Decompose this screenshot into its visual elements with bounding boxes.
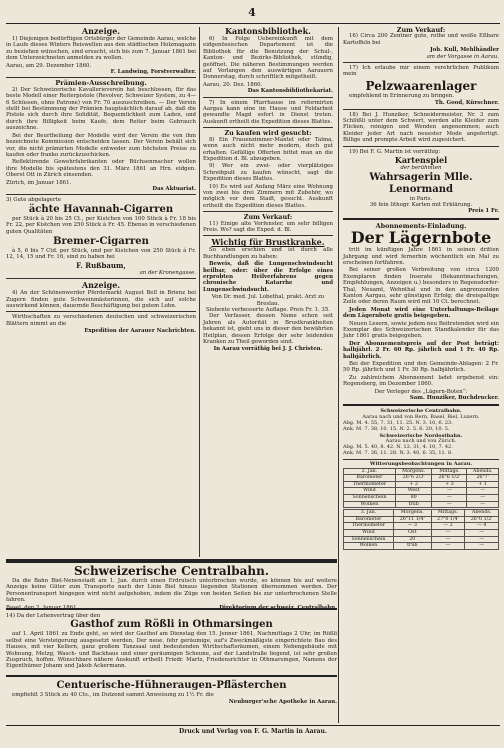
pflaester-block bbox=[6, 675, 337, 723]
weather-1-cell: Wolken bbox=[344, 501, 396, 508]
centralbahn-signature: Direktorium der schweiz. Centralbahn. bbox=[219, 604, 337, 611]
weather-2-cell: — 4 bbox=[465, 523, 499, 530]
divider bbox=[343, 459, 499, 460]
divider bbox=[6, 278, 196, 279]
bote-text-1: tritt im künftigen Jahre 1861 in seinen dritten Jahrgang und wird fernerhin wöchentlich ein Mal zu erscheinen fortfahren. bbox=[343, 247, 499, 266]
weather-1-cell: 80 bbox=[395, 495, 432, 502]
karten-place: in Paris. bbox=[409, 195, 433, 202]
weather-2-cell: — bbox=[431, 543, 465, 550]
schneider-text: 18) Bei J. Hunziker, Schneidermeister, Nr. 3 zum Schlößli unter dem Schwert, werden alte Kleider zum Flicken, reinigen und Wenden angenommen; auch Kleider jeder Art nach neuester Mode angefertigt. Billige und prompte Arbeit wird zugesichert. bbox=[343, 111, 499, 144]
roessli-heading: Gasthof zum Rößli in Othmarsingen bbox=[70, 619, 273, 631]
weather-2-cell: Barometer bbox=[344, 516, 394, 523]
anzeige-date: Aarau, am 29. Dezember 1860. bbox=[6, 62, 92, 69]
praemien-text-2: Bei der Beurtheilung der Modelle wird der Verein die von ihm bezeichnete Kommission entscheiden lassen. Der Verein behält sich vor, die nicht prämirten Modelle entweder zum höchsten Preise zu kaufen oder franko zurückzuschicken. bbox=[6, 132, 196, 158]
divider bbox=[6, 675, 337, 677]
weather-1-cell: 26"6 1/2' bbox=[432, 475, 467, 482]
cigar-heading: ächte Havannah-Cigarren bbox=[28, 203, 174, 215]
schedule-centralbahn-departures: Abg. M. 4. 55, 7. 31, 11. 25. N. 3. 10, 6. 23. bbox=[343, 420, 453, 427]
roessli-text: auf 1. April 1861 zu Ende geht, so wird der Gasthof am Dienstag den 15. Jenner 1861, Nachmittags 2 Uhr, im Rößli selbst eine Versteigerung ausgesetzt werden. Der neue, fehr geräumige, auf's Zweckmäßigste eingerichtete Bau des Hauses, mit vier Kellern, ganz großem Tanzsaal und bedeutenden Wirthschaftsräumen, einem Nebengebäude mit Wohnung, Metzg, Wasch- und Backhaus und einer geräumigen Scheune, auf der Landstraße liegend, ist sehr großen Zuspruch, hoffen. Wünschbare nähere Auskunft ertheilt Friedr. Martz, Friedensrichter in Othmarsingen, Namens der Eigenthümer Johann und Jakob Ackermann. bbox=[6, 631, 337, 670]
weather-2-cell: trüb bbox=[393, 543, 431, 550]
schedule-nordostbahn-arrivals: Ank. M. 7. 36, 11. 28. N. 3. 40, 6. 35, 11. 8. bbox=[343, 450, 453, 457]
column-rule bbox=[338, 27, 339, 723]
weather-2-row bbox=[344, 516, 499, 523]
divider bbox=[343, 146, 499, 147]
weather-1-header-cell: 2. Jan. bbox=[344, 468, 396, 475]
divider bbox=[6, 311, 196, 312]
weather-2-header-cell: Abends. bbox=[465, 510, 499, 517]
kb-date: Aarau, 20. Dez. 1860. bbox=[203, 81, 263, 88]
bote-text-4: Neuen Lesern, sowie jedem neu Beitretenden wird ein Exemplar des Schweizerischen Standkalender für das Jahr 1861 gratis beigegeben. bbox=[343, 320, 499, 340]
weather-1-row bbox=[344, 481, 499, 488]
weather-2-cell: 20 bbox=[393, 536, 431, 543]
notice-signature: Expedition der Aarauer Nachrichten. bbox=[84, 328, 196, 335]
weather-1-header-cell: Abends. bbox=[467, 468, 499, 475]
schedule-nordostbahn-heading: Schweizerische Nordostbahn. bbox=[379, 432, 463, 439]
pflaester-signature: Neuburger'sche Apotheke in Aarau. bbox=[228, 699, 337, 706]
anzeige-text: 1) Diejenigen bedürftigen Ortsbürger der Gemeinde Aarau, welche in Laufe dieses Winters Reiswellen aus den städtischen Holzmagazin zu beziehen wünschen, sind ersucht, sich bis zum 7. Januar 1861 bei dem Unterzeichneten anmelden zu wollen. bbox=[6, 36, 196, 62]
mantel-text: 8) Ein Frauenzimmer-Mantel oder Talma, wenn auch nicht mehr modern, doch gut erhalten. Gefällige Offerten bittet man an die Expedition d. Bl. abzugeben. bbox=[203, 136, 333, 162]
weather-2-cell: 26"0 1/2' bbox=[465, 516, 499, 523]
centralbahn-date: Basel, den 2. Januar 1861. bbox=[6, 604, 79, 611]
anzeige2-text: 4) An der Schönenwerder Pferdemarkt August Bell in Brienz bei Zugern finden gute Schweinmästerinnen, die sich auf solche auswirkend können, dauernde Beschäftigung bei gutem Lohn. bbox=[6, 290, 196, 309]
bote-text-5: Bei der Expedition und den Gemeinde-Ablagen: 2 Fr. 50 Rp. jährlich und 1 Fr. 30 Rp. halbjährlich. bbox=[343, 361, 499, 374]
bote-price: Der Abonnementspreis auf der Post beträgt: halbjährl. 2 Fr. 60 Rp. jährlich und 1 Fr. 40 Rp. halbjährlich. bbox=[343, 340, 499, 360]
karten-intro: 19) Bei F. G. Martin ist vorräthig: bbox=[349, 148, 441, 155]
kartoffeln-seller: Joh. Kull, Mehlhändler bbox=[430, 47, 499, 54]
brust-text: Der Verfasser, dessen Name schon seit Jahren als Autorität in Brustkrankheiten bekannt ist, giebt uns in dieser den bewährten Heilplan, dessen Erfolge der sehr leidenden Kranken zu Theil geworden sind. bbox=[203, 313, 333, 346]
anzeige2-heading: Anzeige. bbox=[81, 280, 121, 291]
schedule-centralbahn-heading: Schweizerische Centralbahn. bbox=[380, 408, 462, 415]
bremer-seller: F. Rußbaum, bbox=[76, 260, 126, 270]
weather-1-cell: + 3 bbox=[432, 481, 467, 488]
kb-signature: Das Kantonsbibliothekariat. bbox=[247, 88, 333, 95]
kartenspiel-heading: Kartenspiel bbox=[394, 155, 448, 166]
divider bbox=[343, 404, 499, 406]
karten-desc: 36 fein lithogr. Karten mit Erklärung. bbox=[369, 201, 473, 208]
weather-1-cell: + 2 bbox=[395, 481, 432, 488]
divider bbox=[6, 608, 337, 610]
weather-1-cell: 26"7' bbox=[467, 475, 499, 482]
divider bbox=[343, 109, 499, 110]
weather-1-cell: Thermometer bbox=[344, 481, 396, 488]
weather-2-cell: — 2 bbox=[431, 523, 465, 530]
weather-1-cell: — bbox=[432, 495, 467, 502]
weather-2-cell: Ost bbox=[393, 529, 431, 536]
zum-verkauf-heading: Zum Verkauf: bbox=[243, 213, 293, 222]
column-2 bbox=[203, 26, 333, 353]
weather-1-header-cell: Morgens. bbox=[395, 468, 432, 475]
centralbahn-heading: Schweizerische Centralbahn. bbox=[73, 564, 270, 578]
divider bbox=[6, 77, 196, 78]
cigar-text: per Stück à 20 bis 25 Ct., per Kistchen von 100 Stück à Fr. 18 bis Fr. 22, per Kistchen von 250 Stück à Fr. 45. Ebenso in verschiedenen guten Qualitäten bbox=[6, 215, 196, 235]
weather-2-cell: 27"0 1/4' bbox=[431, 516, 465, 523]
bote-text-2: Bei seiner großen Verbreitung von circa 1200 Exemplaren finden Inserate (Bekanntmachungen, Empfehlungen, Anzeigen u.) besonders in Regensdorfer-Thal, Neuamt, Wehnthal und in den angrenzenden Kanton Aargau, sehr günstigen Erfolg; die dreispaltige Zeile oder deren Raum wird mit 10 Ct. berechnet. bbox=[343, 267, 499, 306]
weather-1-cell: Barometer bbox=[344, 475, 396, 482]
kartoffeln-text: 16) Circa 200 Zentner gute, rothe und weiße Eßbare Kartoffeln bei bbox=[343, 33, 499, 46]
weather-2-header-cell: 3. Jan. bbox=[344, 510, 394, 517]
divider bbox=[203, 97, 333, 98]
lenormand-heading: Wahrsagerin Mlle. Lenormand bbox=[369, 171, 473, 195]
pelz-intro: 17) Ich erlaube mir einem verehrlichen Publikum mein bbox=[343, 65, 499, 78]
weather-2-cell: — bbox=[465, 529, 499, 536]
pflaester-text: empfiehlt 3 Stück zu 40 Cts., im Dutzend sammt Anweisung zu 1½ Fr. die bbox=[12, 692, 214, 698]
brust-intro: So eben erschien und ist durch alle Buchhandlungen zu haben: bbox=[203, 247, 333, 260]
weather-table-1 bbox=[343, 468, 499, 509]
karten-price: Preis 1 Fr. bbox=[468, 208, 499, 215]
praemien-signature: Das Aktuariat. bbox=[152, 185, 196, 192]
weather-2-cell: Wolken bbox=[344, 543, 394, 550]
weather-1-cell: 26"6 2/3' bbox=[395, 475, 432, 482]
weather-2-row bbox=[344, 523, 499, 530]
brust-author: Von Dr. med. Jul. Lobethal, prakt. Arzt zu Breslau. bbox=[211, 294, 325, 307]
footer-imprint: Druck und Verlag von F. G. Martin in Aarau. bbox=[179, 728, 327, 735]
weather-table-2 bbox=[343, 509, 499, 550]
roessli-intro: 14) Da der Lehenvertrag über den bbox=[6, 613, 101, 619]
schreibpult-text: 9) Wer ein zwei- oder vierplätziges Schreibpult zu kaufen wünscht, sagt die Expedition dieses Blattes. bbox=[203, 163, 333, 183]
footer-rule bbox=[6, 725, 500, 726]
weather-2-cell: 26"11 1/4' bbox=[393, 516, 431, 523]
magd-text: 7) In einem Pfarrhause im reformirten Aargau kann eine im Hause und Feldarbeit gewandte Magd sofort in Dienst treten. Auskunft ertheilt die Expedition dieses Blattes. bbox=[203, 99, 333, 125]
bremer-place: an der Kronengasse. bbox=[139, 269, 196, 276]
praemien-date: Zürich, im Januar 1861. bbox=[6, 179, 72, 186]
praemien-text-3: Reflektirende Gewehrfabrikanten oder Büchsenmacher wollen ihre Modelle bis spätestens den 31. März 1861 an Hrn. eidgen. Oberst Ott in Zürich einsenden. bbox=[6, 159, 196, 179]
brustkranke-heading: Wichtig für Brustkranke. bbox=[211, 237, 325, 248]
abo-heading: Abonnements-Einladung. bbox=[375, 221, 467, 230]
bote-signature: Sam. Hunziker, Buchdrucker. bbox=[409, 395, 499, 402]
page-number: 4 bbox=[248, 6, 256, 19]
weather-2-cell: — bbox=[431, 529, 465, 536]
weather-2-cell: Wind bbox=[344, 529, 394, 536]
weather-1-cell: Sonnenschein bbox=[344, 495, 396, 502]
zu-kaufen-heading: Zu kaufen wird gesucht: bbox=[224, 129, 312, 138]
weather-2-cell: — bbox=[465, 536, 499, 543]
weather-1-cell: West bbox=[395, 488, 432, 495]
weather-1-cell: Wind bbox=[344, 488, 396, 495]
karten-sub: der berühmten bbox=[400, 165, 442, 172]
weather-1-cell: — bbox=[432, 501, 467, 508]
brust-signature: In Aarau vorräthig bei J. J. Christen. bbox=[213, 346, 323, 353]
column-1 bbox=[6, 27, 196, 559]
divider bbox=[343, 62, 499, 63]
anzeige-heading: Anzeige. bbox=[81, 26, 121, 36]
weather-2-cell: Sonnenschein bbox=[344, 536, 394, 543]
anzeige-signature: F. Landwing, Forstverwalter. bbox=[110, 69, 196, 76]
weather-2-row bbox=[344, 529, 499, 536]
divider bbox=[6, 194, 196, 195]
weather-1-row bbox=[344, 495, 499, 502]
notice-text: Wirthschaften zu verschiedenen deutschen und schweizerischen Blättern nimmt an die bbox=[6, 314, 196, 327]
praemien-heading: Prämien-Ausschreibung. bbox=[55, 79, 147, 88]
weather-2-header-cell: Morgens. bbox=[393, 510, 431, 517]
divider bbox=[6, 559, 337, 561]
verkauf-heading-right: Zum Verkauf: bbox=[396, 26, 446, 34]
divider bbox=[203, 211, 333, 212]
weather-1-header-cell: Mittags. bbox=[432, 468, 467, 475]
wohnung-text: 10) Es wird auf Anfang März eine Wohnung von zwei bis drei Zimmern mit Zubehör, wo möglich vor dem Stadt, gesucht. Auskunft ertheilt die Expedition dieses Blattes. bbox=[203, 183, 333, 209]
bote-text-6: Zu zahlreichem Abonnement ladet ergebenst ein: Regensberg, im Dezember 1860. bbox=[343, 374, 499, 388]
weather-2-cell: — 3 bbox=[393, 523, 431, 530]
weather-1-cell: — bbox=[467, 501, 499, 508]
weather-1-cell: — bbox=[432, 488, 467, 495]
schedule-nordostbahn-sub: Aarau nach und von Zürich. bbox=[385, 438, 457, 445]
divider bbox=[203, 235, 333, 236]
pelz-signature: Th. Good, Kürschner. bbox=[434, 100, 499, 107]
weather-1-row bbox=[344, 501, 499, 508]
column-3 bbox=[343, 27, 499, 705]
centralbahn-text: Da die Bahn Biel-Nenenstadt am 1. Jan. durch einen Erdrutsch unterbrochen wurde, so können bis auf weitere Anzeige keine Güter zum Transporte nach der Linie Biel hinaus liegenden Stationen übernommen werden. Der Personentransport hingegen wird nicht aufgehoben, indem die Züge von beiden Seiten bis zur unterbrochenen Stelle fahren. bbox=[6, 578, 337, 604]
schedule-centralbahn-arrivals: Ank. M. 7. 38, 10. 15. N. 2. 5. 6. 20, 10. 5. bbox=[343, 425, 450, 432]
bremer-text: à 5, 6 bis 7 Ctd. per Stück, und per Kistchen von 250 Stück à Fr. 12, 14, 15 und Fr. 16, sind zu haben bei bbox=[6, 247, 196, 261]
weather-2-cell: Thermometer bbox=[344, 523, 394, 530]
cigar-intro: 3) Gute abgelagerte bbox=[6, 197, 61, 204]
weather-2-cell: — bbox=[431, 536, 465, 543]
brust-book-title: Beweis, daß die Lungenschwindsucht heilbar, oder: über die Erfolge eines erprobten Heilverfahrens gegen chronische Katarrhe und Lungenschwindsucht. bbox=[203, 261, 333, 293]
bremer-heading: Bremer-Cigarren bbox=[53, 235, 149, 247]
kb-text: 6) In Folge Uebereinkunft mit dem eidgenössischen Departement ist die Bibliothek für die Benutzung der Schul-, Kanton- und Bezirks-Bibliothek, stündig, geöffnet. Die näheren Bestimmungen werden auf Verlangen den auswärtigen Aarauern Donnerstag, durch schriftlich mitgetheilt. bbox=[203, 36, 333, 81]
weather-2-header-cell: Mittags. bbox=[431, 510, 465, 517]
weather-2-row bbox=[344, 536, 499, 543]
top-rule bbox=[6, 23, 500, 24]
pflaester-heading: Centuerische-Hühneraugen-Pflästerchen bbox=[56, 680, 287, 691]
pelz-text: empfehlend in Erinnerung zu bringen. bbox=[349, 92, 454, 99]
weather-1-cell: + 1 bbox=[467, 481, 499, 488]
praemien-text-1: 2) Der Schweizerische Kavallerieverein hat beschlossen, für das beste Modell einer Reiterpistole (Revolver, Schweizer System, zu 4—6 Schüssen, ohne Patrone) von Fr. 70 auszuschreiben. — Der Verein stellt bei Bestimmung der Prämien hauptsächlich darauf ab, daß die Pistole sich durch ihre Solidität, Bequemlichkeit zum Laden, und durch ihre Billigkeit beim Kaufe, dem Reiter beim Gebrauch auszeichne. bbox=[6, 86, 196, 132]
weather-2-cell: — bbox=[465, 543, 499, 550]
kartoffeln-place: am der Vorgasse in Aarau. bbox=[426, 53, 499, 60]
laegernbote-heading: Der Lägernbote bbox=[350, 228, 492, 248]
bote-text-3: Jeden Monat wird eine Unterhaltungs-Beilage dem Lägernbote gratis beigegeben. bbox=[343, 306, 499, 320]
weather-1-cell: trüb bbox=[395, 501, 432, 508]
weather-heading: Witterungsbeobachtungen in Aarau. bbox=[369, 460, 473, 467]
centralbahn-block bbox=[6, 559, 337, 611]
schedule-nordostbahn-departures: Abg. M. 5. 40, 8. 42. N. 12. 31, 4. 10, 7. 42. bbox=[343, 444, 453, 451]
roessli-block bbox=[6, 608, 337, 672]
weather-2-row bbox=[344, 543, 499, 550]
vorfenster-text: 11) Einige alte Vorfenster, um sehr billigen Preis. Wo? sagt die Exped. d. Bl. bbox=[203, 220, 333, 233]
kantonsbibliothek-heading: Kantonsbibliothek. bbox=[225, 26, 311, 36]
divider bbox=[203, 127, 333, 128]
weather-1-row bbox=[344, 475, 499, 482]
weather-1-row bbox=[344, 488, 499, 495]
schedule-centralbahn-sub: Aarau nach und von Bern, Basel, Biel, Luzern. bbox=[362, 414, 480, 421]
bote-sign-intro: Der Verleger des „Lägern-Boten“: bbox=[374, 388, 468, 395]
weather-1-cell: — bbox=[467, 495, 499, 502]
column-rule bbox=[199, 27, 200, 557]
divider bbox=[343, 218, 499, 220]
weather-1-cell: — bbox=[467, 488, 499, 495]
pelzwaarenlager-heading: Pelzwaarenlager bbox=[365, 78, 477, 93]
brust-edition: Siebente verbesserte Auflage. Preis Fr. 1. 35. bbox=[205, 307, 331, 314]
